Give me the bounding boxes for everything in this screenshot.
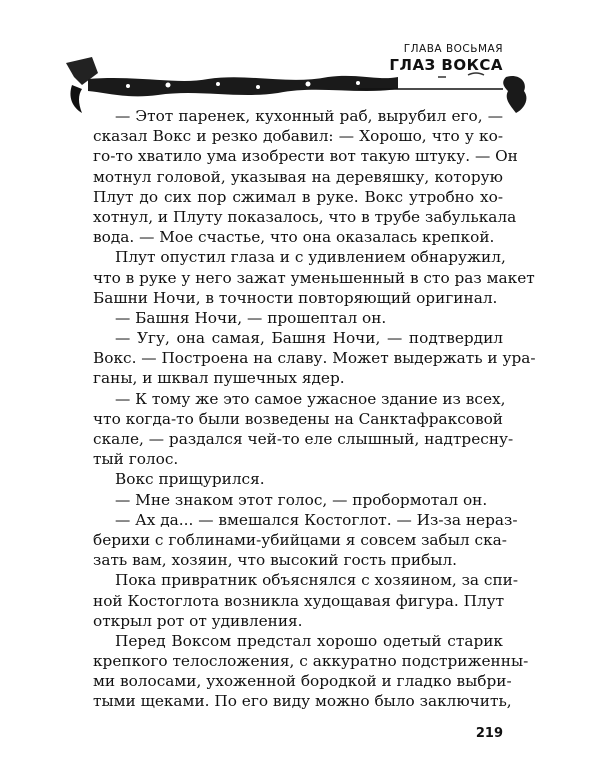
text-line: ми волосами, ухоженной бородкой и гладко выбри- [93,672,512,691]
text-line: крепкого телосложения, с аккуратно подстриженны- [93,652,529,671]
text-line: Башни Ночи, в точности повторяющий оригинал. [93,288,498,307]
text-line: го-то хватило ума изобрести вот такую штуку. — Он [93,147,518,166]
text-line: Вокс. — Построена на славу. Может выдержать и ура- [93,349,536,368]
text-line: сказал Вокс и резко добавил: — Хорошо, что у ко- [93,127,503,146]
text-line: тый голос. [93,450,179,469]
text-line: — К тому же это самое ужасное здание из всех, [115,389,506,408]
text-line: — Мне знаком этот голос, — пробормотал он. [115,490,488,509]
text-line: открыл рот от удивления. [93,611,303,630]
chapter-label: ГЛАВА ВОСЬМАЯ [403,43,503,55]
text-line: вода. — Мое счастье, что она оказалась крепкой. [93,228,495,247]
text-line: Плут до сих пор сжимал в руке. Вокс утробно хо- [93,187,503,206]
text-line: Перед Воксом предстал хорошо одетый старик [115,631,503,650]
text-line: берихи с гоблинами-убийцами я совсем забыл ска- [93,530,507,549]
chapter-title: ГЛАЗ ВОКСА [389,56,503,74]
text-line: скале, — раздался чей-то еле слышный, надтресну- [93,430,514,448]
text-line: — Ах да... — вмешался Костоглот. — Из-за нераз- [115,510,518,529]
page-number: 219 [475,726,503,741]
text-line: Вокс прищурился. [115,470,265,489]
text-line: что когда-то были возведены на Санктафраксовой [93,409,503,428]
text-line: — Угу, она самая, Башня Ночи, — подтвердил [115,329,503,348]
body-text [93,106,536,712]
text-line: зать вам, хозяин, что высокий гость прибыл. [93,551,458,570]
text-line: Пока привратник объяснялся с хозяином, за спи- [115,571,519,590]
text-line: хотнул, и Плуту показалось, что в трубе забулькала [93,207,517,226]
text-line: — Этот паренек, кухонный раб, вырубил его, — [115,107,503,125]
text-line: — Башня Ночи, — прошептал он. [115,308,387,327]
text-line: Плут опустил глаза и с удивлением обнаружил, [115,248,506,267]
text-line: ной Костоглота возникла худощавая фигура. Плут [93,591,505,610]
text-line: мотнул головой, указывая на деревяшку, которую [93,167,503,186]
text-line: что в руке у него зажат уменьшенный в сто раз макет [93,268,535,287]
text-line: ганы, и шквал пушечных ядер. [93,369,345,388]
text-line: тыми щеками. По его виду можно было заключить, [93,692,512,711]
